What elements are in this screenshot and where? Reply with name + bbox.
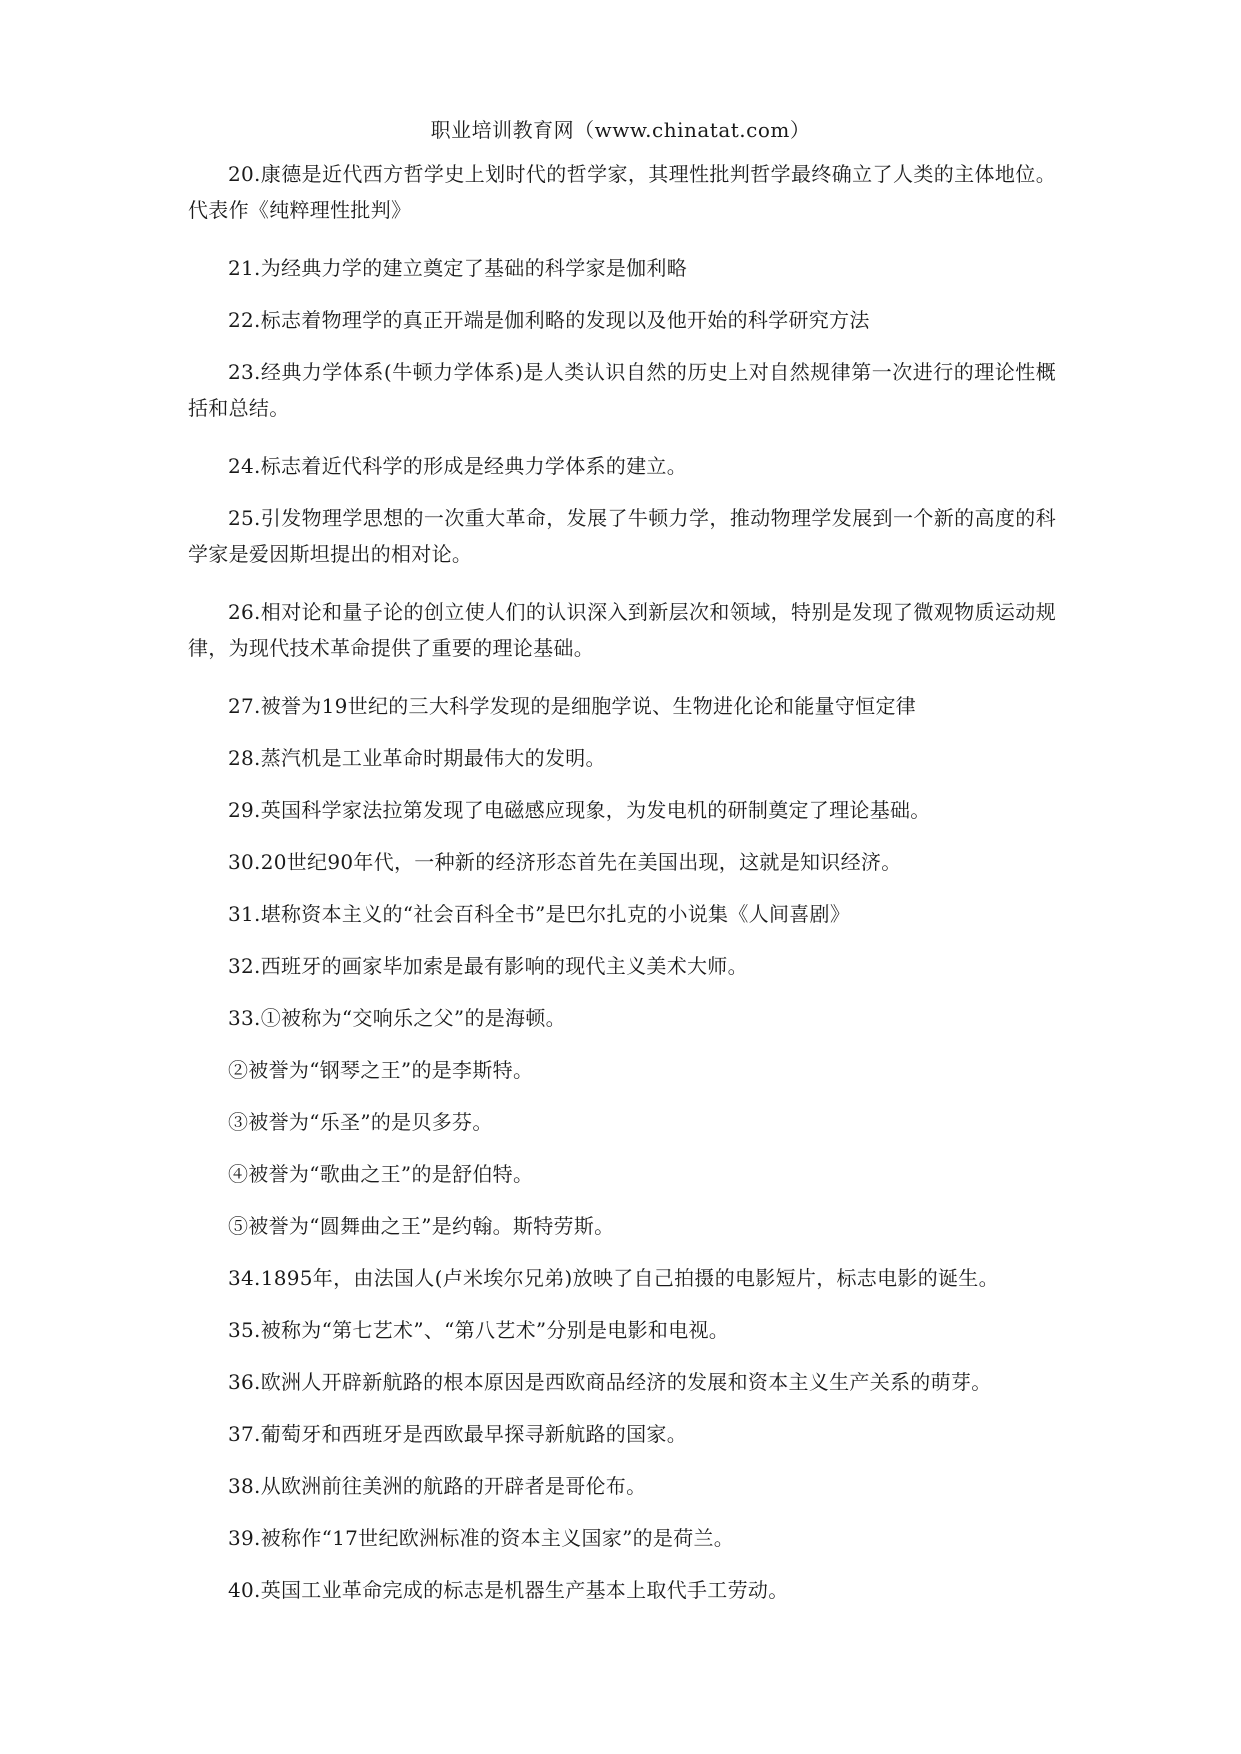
page-header-title: 职业培训教育网（www.chinatat.com）: [430, 118, 811, 142]
paragraph-32: 32.西班牙的画家毕加索是最有影响的现代主义美术大师。: [228, 954, 748, 978]
paragraph-24: 24.标志着近代科学的形成是经典力学体系的建立。: [228, 454, 688, 478]
paragraph-31: 31.堪称资本主义的“社会百科全书”是巴尔扎克的小说集《人间喜剧》: [228, 902, 851, 926]
paragraph-27: 27.被誉为19世纪的三大科学发现的是细胞学说、生物进化论和能量守恒定律: [228, 694, 917, 718]
paragraph-26: 26.相对论和量子论的创立使人们的认识深入到新层次和领域，特别是发现了微观物质运动规律，为现代技术革命提供了重要的理论基础。: [188, 600, 1056, 660]
paragraph-29: 29.英国科学家法拉第发现了电磁感应现象，为发电机的研制奠定了理论基础。: [228, 798, 931, 822]
document-body: [188, 156, 1056, 1624]
paragraph-36: 36.欧洲人开辟新航路的根本原因是西欧商品经济的发展和资本主义生产关系的萌芽。: [228, 1370, 992, 1394]
paragraph-35: 35.被称为“第七艺术”、“第八艺术”分别是电影和电视。: [228, 1318, 730, 1342]
paragraph-33-4: ④被誉为“歌曲之王”的是舒伯特。: [228, 1162, 534, 1186]
paragraph-40: 40.英国工业革命完成的标志是机器生产基本上取代手工劳动。: [228, 1578, 789, 1602]
paragraph-28: 28.蒸汽机是工业革命时期最伟大的发明。: [228, 746, 606, 770]
paragraph-34: 34.1895年，由法国人(卢米埃尔兄弟)放映了自己拍摄的电影短片，标志电影的诞生。: [228, 1266, 999, 1290]
paragraph-37: 37.葡萄牙和西班牙是西欧最早探寻新航路的国家。: [228, 1422, 688, 1446]
paragraph-30: 30.20世纪90年代，一种新的经济形态首先在美国出现，这就是知识经济。: [228, 850, 902, 874]
paragraph-20: 20.康德是近代西方哲学史上划时代的哲学家，其理性批判哲学最终确立了人类的主体地位。代表作《纯粹理性批判》: [188, 162, 1056, 222]
paragraph-23: 23.经典力学体系(牛顿力学体系)是人类认识自然的历史上对自然规律第一次进行的理论性概括和总结。: [188, 360, 1056, 420]
paragraph-33-5: ⑤被誉为“圆舞曲之王”是约翰。斯特劳斯。: [228, 1214, 615, 1238]
paragraph-21: 21.为经典力学的建立奠定了基础的科学家是伽利略: [228, 256, 688, 280]
paragraph-38: 38.从欧洲前往美洲的航路的开辟者是哥伦布。: [228, 1474, 647, 1498]
paragraph-25: 25.引发物理学思想的一次重大革命，发展了牛顿力学，推动物理学发展到一个新的高度的科学家是爱因斯坦提出的相对论。: [188, 506, 1056, 566]
paragraph-33-1: 33.①被称为“交响乐之父”的是海顿。: [228, 1006, 566, 1030]
paragraph-33-2: ②被誉为“钢琴之王”的是李斯特。: [228, 1058, 534, 1082]
paragraph-22: 22.标志着物理学的真正开端是伽利略的发现以及他开始的科学研究方法: [228, 308, 870, 332]
paragraph-39: 39.被称作“17世纪欧洲标准的资本主义国家”的是荷兰。: [228, 1526, 735, 1550]
paragraph-33-3: ③被誉为“乐圣”的是贝多芬。: [228, 1110, 493, 1134]
